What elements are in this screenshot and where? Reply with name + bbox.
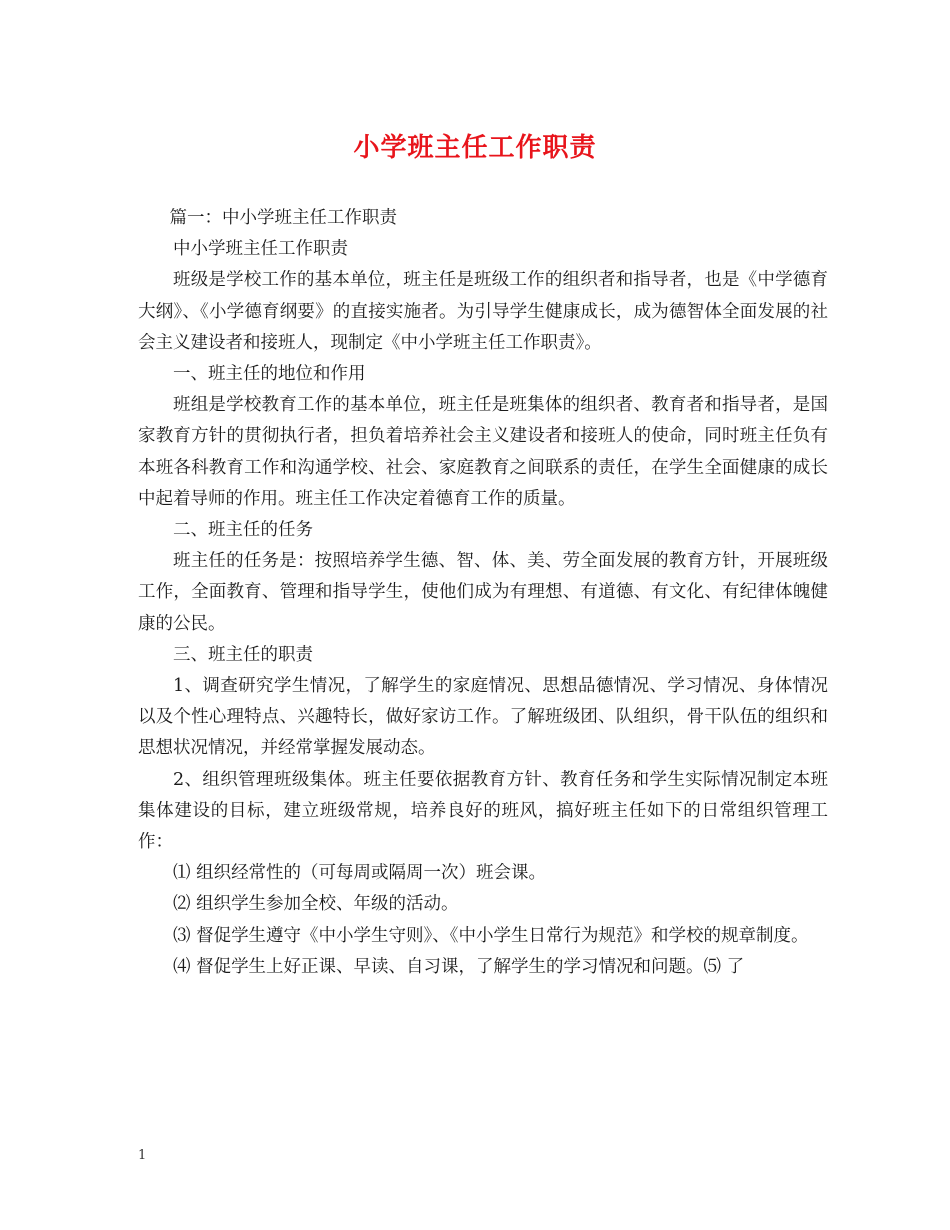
section-heading: 三、班主任的职责: [173, 644, 313, 665]
list-item: ⑶ 督促学生遵守《中小学生守则》、《中小学生日常行为规范》和学校的规章制度。: [173, 925, 809, 946]
section-heading: 一、班主任的地位和作用: [173, 364, 366, 385]
paragraph: 2、组织管理班级集体。班主任要依据教育方针、教育任务和学生实际情况制定本班集体建设的目标，建立班级常规，培养良好的班风，搞好班主任如下的日常组织管理工作：: [138, 769, 828, 853]
document-body: [138, 203, 828, 983]
page-number: 1: [138, 1148, 147, 1163]
paragraph: 篇一：中小学班主任工作职责: [169, 208, 397, 228]
list-item: ⑴ 组织经常性的（可每周或隔周一次）班会课。: [173, 863, 547, 884]
paragraph: 中小学班主任工作职责: [173, 239, 348, 260]
paragraph: 班主任的任务是：按照培养学生德、智、体、美、劳全面发展的教育方针，开展班级工作，全面教育、管理和指导学生，使他们成为有理想、有道德、有文化、有纪律体魄健康的公民。: [138, 551, 828, 634]
list-item: ⑵ 组织学生参加全校、年级的活动。: [173, 894, 459, 915]
paragraph: 班组是学校教育工作的基本单位，班主任是班集体的组织者、教育者和指导者，是国家教育方针的贯彻执行者，担负着培养社会主义建设者和接班人的使命，同时班主任负有本班各科教育工作和沟通学校、社会、家庭教育之间联系的责任，在学生全面健康的成长中起着导师的作用。班主任工作决定着德育工作的质量。: [138, 395, 828, 509]
list-item: ⑷ 督促学生上好正课、早读、自习课，了解学生的学习情况和问题。⑸ 了: [173, 956, 745, 977]
paragraph: 1、调查研究学生情况，了解学生的家庭情况、思想品德情况、学习情况、身体情况以及个性心理特点、兴趣特长，做好家访工作。了解班级团、队组织，骨干队伍的组织和思想状况情况，并经常掌握发展动态。: [138, 676, 828, 759]
section-heading: 二、班主任的任务: [173, 520, 313, 541]
document-title: 小学班主任工作职责: [353, 133, 597, 163]
paragraph: 班级是学校工作的基本单位，班主任是班级工作的组织者和指导者，也是《中学德育大纲》、《小学德育纲要》的直接实施者。为引导学生健康成长，成为德智体全面发展的社会主义建设者和接班人，现制定《中小学班主任工作职责》。: [138, 270, 828, 353]
